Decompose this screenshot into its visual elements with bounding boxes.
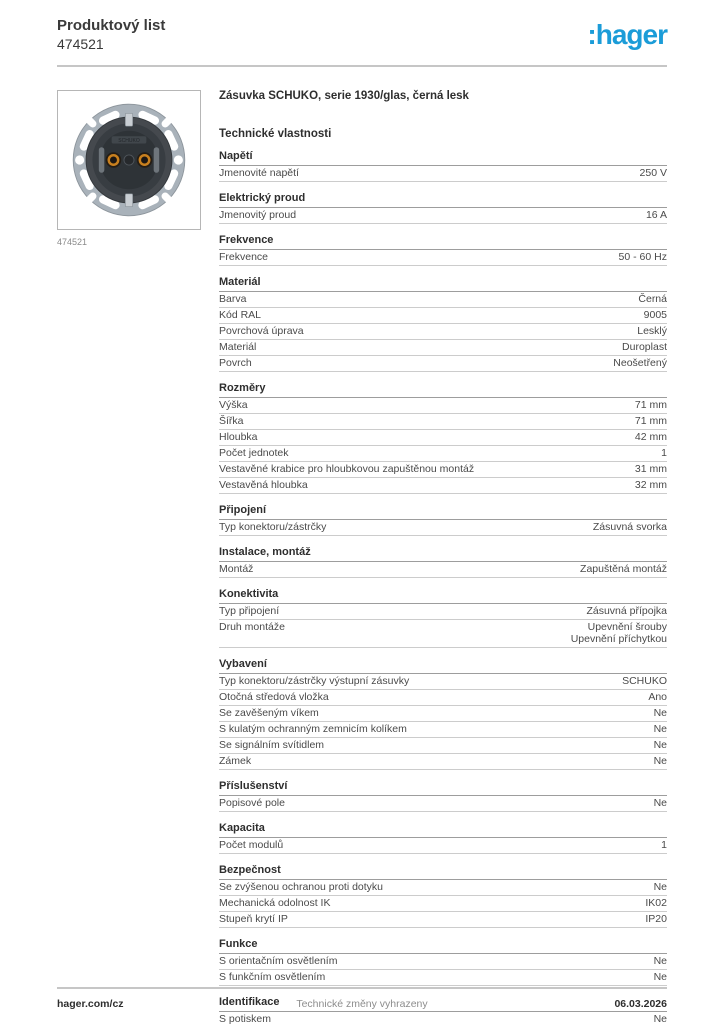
spec-value-line: Černá (638, 293, 667, 305)
spec-value (654, 740, 667, 752)
spec-value (586, 606, 667, 618)
product-title: Zásuvka SCHUKO, serie 1930/glas, černá lesk (219, 90, 469, 102)
spec-row (219, 690, 667, 706)
spec-value (635, 416, 667, 428)
spec-section (219, 192, 667, 224)
spec-value-line: Zásuvná svorka (592, 521, 667, 533)
spec-value (635, 432, 667, 444)
spec-value (613, 358, 667, 370)
spec-row (219, 562, 667, 578)
spec-value (580, 564, 667, 576)
spec-value (648, 692, 667, 704)
spec-sections (219, 150, 667, 1024)
spec-value-line: 32 mm (634, 479, 667, 491)
spec-label: Jmenovitý proud (219, 209, 297, 221)
spec-label: Povrch (219, 357, 252, 369)
spec-section-title: Identifikace (219, 996, 667, 1012)
spec-label: Typ konektoru/zástrčky (219, 521, 327, 533)
spec-value-line: 1 (661, 838, 667, 851)
spec-value (661, 448, 667, 460)
spec-label: Vestavěné krabice pro hloubkovou zapuštěnou montáž (219, 463, 475, 475)
spec-value-line: Ne (653, 706, 667, 719)
spec-value (654, 956, 667, 968)
document-type-title: Produktový list (57, 17, 166, 34)
spec-value (635, 400, 667, 412)
spec-value (593, 522, 667, 534)
spec-value-line: Upevnění šrouby (587, 621, 667, 633)
spec-row (219, 430, 667, 446)
spec-value (654, 1014, 667, 1024)
product-image-column (57, 90, 202, 1024)
spec-label: Mechanická odolnost IK (219, 896, 331, 909)
spec-label: Počet modulů (219, 838, 284, 851)
spec-row (219, 912, 667, 928)
product-number: 474521 (57, 36, 104, 52)
spec-section-title: Funkce (219, 938, 667, 954)
spec-label: Kód RAL (219, 309, 262, 321)
technical-properties-heading: Technické vlastnosti (219, 128, 332, 140)
spec-value-line: Ne (653, 970, 667, 983)
spec-value (637, 326, 667, 338)
spec-value (654, 724, 667, 736)
spec-row (219, 208, 667, 224)
spec-value (619, 252, 667, 264)
spec-row (219, 446, 667, 462)
spec-section (219, 822, 667, 854)
spec-row (219, 340, 667, 356)
spec-row (219, 880, 667, 896)
spec-row (219, 954, 667, 970)
spec-value (571, 622, 667, 645)
spec-value-line: 42 mm (634, 431, 667, 443)
spec-row (219, 308, 667, 324)
spec-section-title: Příslušenství (219, 780, 667, 796)
spec-value-line: Upevnění příchytkou (570, 632, 667, 645)
spec-row (219, 706, 667, 722)
spec-section (219, 234, 667, 266)
spec-value (646, 210, 667, 222)
spec-section-title: Konektivita (219, 588, 667, 604)
spec-label: Se zavěšeným víkem (219, 706, 319, 719)
spec-label: Se zvýšenou ochranou proti dotyku (219, 880, 384, 893)
spec-value-line: Ne (653, 738, 667, 751)
spec-value (654, 798, 667, 810)
spec-row (219, 520, 667, 536)
spec-value-line: Ne (653, 954, 667, 967)
hager-logo: :hager (587, 19, 667, 50)
spec-value (644, 310, 667, 322)
svg-text:SCHUKO: SCHUKO (118, 138, 140, 145)
spec-value-line: 16 A (645, 209, 667, 221)
page-footer (57, 987, 667, 1010)
spec-value-line: IK02 (645, 896, 667, 909)
spec-value (654, 708, 667, 720)
spec-section (219, 864, 667, 928)
header-divider (57, 65, 667, 67)
spec-row (219, 462, 667, 478)
spec-section-title: Elektrický proud (219, 192, 667, 208)
spec-value-line: IP20 (645, 912, 667, 925)
spec-value-line: 71 mm (634, 399, 667, 411)
spec-label: Hloubka (219, 431, 258, 443)
schuko-socket-image (65, 96, 193, 224)
spec-row (219, 738, 667, 754)
spec-label: Se signálním svítidlem (219, 738, 325, 751)
spec-value-line: Ne (653, 880, 667, 893)
spec-label: S orientačním osvětlením (219, 954, 338, 967)
spec-value-line: Ne (653, 796, 667, 809)
spec-value-line: Duroplast (622, 341, 667, 353)
spec-value (645, 898, 667, 910)
footer-website: hager.com/cz (57, 998, 124, 1010)
spec-value-line: 250 V (639, 167, 667, 179)
spec-row (219, 674, 667, 690)
spec-label: Typ konektoru/zástrčky výstupní zásuvky (219, 674, 410, 687)
spec-section (219, 938, 667, 986)
spec-value-line: 71 mm (634, 415, 667, 427)
spec-section (219, 546, 667, 578)
spec-section-title: Bezpečnost (219, 864, 667, 880)
spec-value (654, 972, 667, 984)
spec-row (219, 838, 667, 854)
spec-value-line: SCHUKO (622, 674, 667, 687)
spec-column (219, 90, 667, 1024)
spec-row (219, 796, 667, 812)
spec-label: Počet jednotek (219, 447, 289, 459)
spec-value-line: Zásuvná přípojka (586, 605, 667, 617)
spec-section (219, 504, 667, 536)
spec-section (219, 780, 667, 812)
spec-section-title: Rozměry (219, 382, 667, 398)
spec-value (661, 840, 667, 852)
spec-value-line: Zapuštěná montáž (580, 563, 667, 575)
spec-value (635, 480, 667, 492)
spec-value-line: Ne (653, 754, 667, 767)
spec-row (219, 250, 667, 266)
footer-disclaimer: Technické změny vyhrazeny (296, 998, 428, 1010)
spec-label: Stupeň krytí IP (219, 912, 288, 925)
spec-row (219, 478, 667, 494)
spec-label: S potiskem (219, 1012, 271, 1024)
header-titles (57, 16, 165, 53)
spec-label: S kulatým ochranným zemnicím kolíkem (219, 722, 407, 735)
spec-label: Zámek (219, 754, 252, 767)
spec-value (622, 676, 667, 688)
spec-label: Druh montáže (219, 621, 285, 633)
spec-value (622, 342, 667, 354)
spec-section (219, 276, 667, 372)
spec-section (219, 588, 667, 648)
spec-row (219, 754, 667, 770)
spec-section-title: Frekvence (219, 234, 667, 250)
spec-label: Barva (219, 293, 247, 305)
spec-section-title: Materiál (219, 276, 667, 292)
spec-section-title: Napětí (219, 150, 667, 166)
spec-label: Otočná středová vložka (219, 690, 329, 703)
spec-value (640, 168, 667, 180)
spec-value-line: Neošetřený (613, 357, 667, 369)
spec-value-line: 31 mm (634, 463, 667, 475)
spec-row (219, 1012, 667, 1024)
product-image-caption: 474521 (57, 237, 88, 247)
spec-row (219, 970, 667, 986)
spec-value-line: 1 (661, 447, 667, 459)
spec-label: Vestavěná hloubka (219, 479, 308, 491)
spec-label: Materiál (219, 341, 257, 353)
spec-label: Šířka (219, 415, 244, 427)
spec-label: Frekvence (219, 251, 269, 263)
spec-row (219, 896, 667, 912)
spec-label: Povrchová úprava (219, 325, 304, 337)
spec-value-line: 50 - 60 Hz (618, 251, 667, 263)
spec-label: Popisové pole (219, 796, 285, 809)
spec-label: S funkčním osvětlením (219, 970, 326, 983)
spec-label: Výška (219, 399, 248, 411)
page-header (57, 16, 667, 53)
spec-row (219, 414, 667, 430)
spec-value (645, 914, 667, 926)
spec-value (635, 464, 667, 476)
main-content (57, 90, 667, 1024)
spec-row (219, 722, 667, 738)
spec-value-line: Ano (648, 690, 667, 703)
spec-section-title: Připojení (219, 504, 667, 520)
spec-section-title: Instalace, montáž (219, 546, 667, 562)
spec-section (219, 658, 667, 770)
spec-section (219, 150, 667, 182)
spec-label: Montáž (219, 563, 254, 575)
spec-row (219, 398, 667, 414)
spec-section-title: Vybavení (219, 658, 667, 674)
spec-value-line: Lesklý (637, 325, 667, 337)
spec-value (654, 882, 667, 894)
spec-label: Jmenovité napětí (219, 167, 299, 179)
spec-row (219, 324, 667, 340)
spec-value (638, 294, 667, 306)
spec-section (219, 382, 667, 494)
spec-row (219, 292, 667, 308)
spec-row (219, 166, 667, 182)
spec-value-line: 9005 (643, 309, 667, 321)
spec-row (219, 356, 667, 372)
spec-row (219, 604, 667, 620)
spec-section-title: Kapacita (219, 822, 667, 838)
footer-date: 06.03.2026 (614, 998, 667, 1010)
spec-value (654, 756, 667, 768)
product-image-frame (57, 90, 201, 230)
spec-row (219, 620, 667, 648)
spec-label: Typ připojení (219, 605, 280, 617)
spec-value-line: Ne (653, 1012, 667, 1024)
spec-value-line: Ne (653, 722, 667, 735)
